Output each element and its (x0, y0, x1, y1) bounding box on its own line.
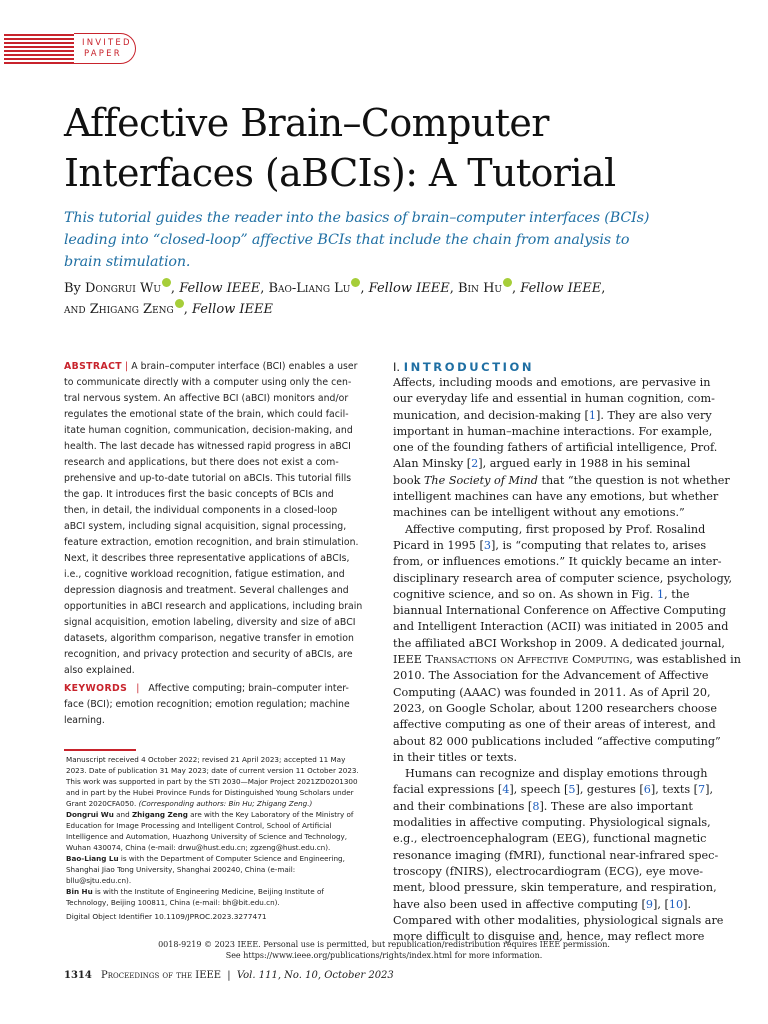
body-line: troscopy (fNIRS), electrocardiogram (ECG), eye move- (393, 864, 704, 878)
footnote-line: This work was supported in part by the STI 2030—Major Project 2021ZD0201300 (66, 777, 358, 786)
copyright-line: See https://www.ieee.org/publications/rights/index.html for more information. (225, 951, 543, 960)
body-line: and Intelligent Interaction (ACII) was initiated in 2005 and (393, 620, 729, 634)
footnote-line: and in part by the Hubei Province Funds for Distinguished Young Scholars under (66, 788, 354, 797)
body-line: more difficult to disguise and, hence, may reflect more (393, 930, 705, 944)
body-text: cognitive science, and so on. As shown in Fig. (393, 587, 657, 601)
abstract-line: itate human cognition, communication, decision-making, and (64, 425, 353, 436)
body-text: Picard in 1995 [ (393, 538, 484, 552)
author-name: Dongrui Wu (66, 810, 114, 819)
keywords-line: Affective computing; brain–computer inter- (148, 683, 349, 694)
teaser-text (64, 207, 704, 273)
page-number: 1314 (64, 970, 92, 981)
citation-link[interactable]: 9 (645, 897, 653, 911)
body-line: biannual International Conference on Affective Computing (393, 604, 726, 618)
copyright-notice (0, 939, 768, 961)
title-line-2: Interfaces (aBCIs): A Tutorial (64, 151, 616, 195)
invited-paper-badge (74, 33, 136, 64)
footnote-line: bllu@sjtu.edu.cn). (66, 876, 132, 885)
author-grade: Fellow IEEE (368, 281, 450, 296)
citation-link[interactable]: 1 (588, 408, 596, 422)
author-name: Zhigang Zeng (131, 810, 188, 819)
orcid-icon[interactable] (351, 278, 360, 287)
citation-link[interactable]: 6 (643, 783, 651, 797)
body-line: e.g., electroencephalogram (EEG), functional magnetic (393, 832, 707, 846)
citation-link[interactable]: 5 (568, 783, 576, 797)
citation-link[interactable]: 7 (697, 783, 706, 797)
badge-line-1: INVITED (82, 38, 132, 48)
journal-name: Proceedings of the IEEE (101, 970, 222, 981)
citation-link[interactable]: 3 (483, 538, 491, 552)
author-grade: Fellow IEEE (192, 302, 274, 317)
body-text: munication, and decision-making [ (393, 408, 589, 422)
footnote-text: is with the Department of Computer Science and Engineering, (118, 854, 345, 863)
author-name: Bin Hu (66, 887, 93, 896)
author-name[interactable]: Zhigang Zeng (89, 302, 174, 317)
section-number: I. (393, 360, 401, 374)
abstract-line: then, in detail, the individual components in a closed-loop (64, 505, 338, 516)
citation-link[interactable]: 8 (532, 799, 540, 813)
body-line: about 82 000 publications included “affective computing” (393, 734, 721, 748)
corresponding-authors: (Corresponding authors: Bin Hu; Zhigang Zeng.) (138, 799, 313, 808)
footnote-line: 2023. Date of publication 31 May 2023; date of current version 11 October 2023. (66, 766, 359, 775)
body-line: Humans can recognize and display emotions through (405, 767, 708, 781)
abstract-line: i.e., cognitive workload recognition, fatigue estimation, and (64, 569, 345, 580)
footnote-line: Manuscript received 4 October 2022; revised 21 April 2023; accepted 11 May (66, 755, 346, 764)
figure-link[interactable]: 1 (656, 587, 665, 601)
body-text: and their combinations [ (393, 799, 533, 813)
abstract-line: aBCI system, including signal acquisition, signal processing, (64, 521, 347, 532)
footnote-text: and (113, 810, 132, 819)
body-line: Computing (AAAC) was founded in 2011. As of April 20, (393, 685, 711, 699)
author-grade: Fellow IEEE (179, 281, 261, 296)
body-line: intelligent machines can have any emotions, but whether (393, 490, 719, 504)
abstract: ABSTRACT | A brain–computer interface (BCI) enables a user to communicate directly with a computer using only the cen- tral nervous system. An affective BCI (aBCI) monitors and/or regulates the emotional state of the brain, which could facil- itate human cognition, communication, decision-making, and health. The last decade has witnessed rapid progress in aBCI research and applications, but there does not exist a com- prehensive and up-to-date tutorial on aBCIs. This tutorial fills the gap. It introduces first the basic concepts of BCIs and then, in detail, the individual components in a closed-loop aBCI system, including signal acquisition, signal processing, feature extraction, emotion recognition, and brain stimulation. Next, it describes three representative applications of aBCIs, i.e., cognitive workload recognition, fatigue estimation, and depression diagnosis and treatment. Several challenges and opportunities in aBCI research and applications, including brain signal acquisition, emotion labeling, diversity and size of aBCI datasets, algorithm comparison, negative transfer in emotion recognition, and privacy protection and security of aBCIs, are also explained. (64, 359, 376, 679)
abstract-line: A brain–computer interface (BCI) enables a user (131, 361, 358, 372)
body-line: Affects, including moods and emotions, are pervasive in (393, 376, 711, 389)
footnote-divider (64, 749, 136, 751)
body-line: in their titles or texts. (393, 750, 518, 764)
body-text: , the (664, 587, 690, 601)
and-label: and (64, 302, 86, 317)
abstract-line: signal acquisition, emotion labeling, diversity and size of aBCI (64, 617, 356, 628)
abstract-line: research and applications, but there does not exist a com- (64, 457, 339, 468)
body-text: IEEE (393, 653, 426, 667)
keywords-line: learning. (64, 715, 105, 726)
by-label: By (64, 281, 81, 296)
page-footer (64, 969, 394, 983)
footnote-text: are with the Key Laboratory of the Ministry of (187, 810, 354, 819)
footnote-line: Wuhan 430074, China (e-mail: drwu@hust.edu.cn; zgzeng@hust.edu.cn). (66, 843, 331, 852)
orcid-icon[interactable] (175, 299, 184, 308)
footnote-line: Education for Image Processing and Intelligent Control, School of Artificial (66, 821, 332, 830)
abstract-line: opportunities in aBCI research and applications, including brain (64, 601, 363, 612)
body-text: ], is “computing that relates to, arises (490, 538, 707, 552)
body-line: Compared with other modalities, physiological signals are (393, 913, 724, 927)
footnotes (66, 754, 378, 908)
copyright-line: 0018-9219 © 2023 IEEE. Personal use is permitted, but republication/redistribution requires IEEE permission. (158, 940, 610, 949)
body-text: book (393, 473, 424, 487)
abstract-line: also explained. (64, 665, 135, 676)
author-name[interactable]: Bao-Liang Lu (268, 281, 351, 296)
body-line: machines can be intelligent without any emotions.” (393, 506, 685, 520)
body-text: ], [ (652, 897, 669, 911)
body-text: ], speech [ (509, 783, 569, 797)
abstract-label: ABSTRACT (64, 361, 123, 372)
orcid-icon[interactable] (162, 278, 171, 287)
body-text: have also been used in affective computing [ (393, 897, 646, 911)
keywords: KEYWORDS | Affective computing; brain–computer inter- face (BCI); emotion recognition; emotion regulation; machine learning. (64, 681, 376, 729)
orcid-icon[interactable] (503, 278, 512, 287)
badge-line-2: PAPER (84, 49, 122, 59)
footer-separator: | (227, 970, 231, 981)
body-text: ]. These are also important (539, 799, 693, 813)
body-text: ]. They are also very (595, 408, 712, 422)
footnote-line: Technology, Beijing 100811, China (e-mail: bh@bit.edu.cn). (66, 898, 280, 907)
abstract-line: Next, it describes three representative applications of aBCIs, (64, 553, 350, 564)
footnote-text: Grant 2020CFA050. (66, 799, 139, 808)
body-line: our everyday life and essential in human cognition, com- (393, 392, 715, 406)
volume-info: Vol. 111, No. 10, October 2023 (236, 970, 394, 981)
body-text: facial expressions [ (393, 783, 503, 797)
body-text: , was established in (629, 653, 741, 667)
book-title: The Society of Mind (423, 473, 538, 487)
teaser-line: leading into “closed-loop” affective BCIs that include the chain from analysis to (64, 232, 630, 248)
abstract-line: tral nervous system. An affective BCI (aBCI) monitors and/or (64, 393, 349, 404)
body-text: ]. (683, 897, 691, 911)
author-list: By Dongrui Wu , Fellow IEEE, Bao-Liang Lu , Fellow IEEE, Bin Hu , Fellow IEEE, and Zhigang Zeng , Fellow IEEE (64, 278, 724, 320)
body-line: important in human–machine interactions. For example, (393, 424, 713, 438)
body-text: ], texts [ (650, 783, 698, 797)
footnote-line: Shanghai Jiao Tong University, Shanghai 200240, China (e-mail: (66, 865, 296, 874)
author-name[interactable]: Dongrui Wu (85, 281, 161, 296)
teaser-line: brain stimulation. (64, 254, 191, 270)
introduction-text (393, 375, 741, 945)
abstract-line: health. The last decade has witnessed rapid progress in aBCI (64, 441, 351, 452)
author-name[interactable]: Bin Hu (457, 281, 502, 296)
body-line: one of the founding fathers of artificial intelligence, Prof. (393, 441, 718, 455)
body-text: that “the question is not whether (537, 473, 730, 487)
body-line: the affiliated aBCI Workshop in 2009. A dedicated journal, (393, 636, 725, 650)
title-line-1: Affective Brain–Computer (64, 101, 549, 145)
body-line: 2023, on Google Scholar, about 1200 researchers choose (393, 701, 717, 715)
doi[interactable]: Digital Object Identifier 10.1109/JPROC.2023.3277471 (66, 912, 267, 921)
abstract-line: prehensive and up-to-date tutorial on aBCIs. This tutorial fills (64, 473, 352, 484)
invited-paper-stripes (4, 34, 80, 66)
author-grade: Fellow IEEE (520, 281, 602, 296)
abstract-line: depression diagnosis and treatment. Several challenges and (64, 585, 349, 596)
abstract-line: regulates the emotional state of the brain, which could facil- (64, 409, 349, 420)
citation-link[interactable]: 2 (471, 457, 479, 471)
body-line: resonance imaging (fMRI), functional near-infrared spec- (393, 848, 719, 862)
journal-name: Transactions on Affective Computing (425, 653, 630, 667)
footnote-line: Intelligence and Automation, Huazhong University of Science and Technology, (66, 832, 348, 841)
body-line: affective computing as one of their areas of interest, and (393, 718, 716, 732)
paper-title (64, 98, 744, 198)
body-line: from, or influences emotions.” It quickly became an inter- (393, 555, 722, 569)
body-line: ment, blood pressure, skin temperature, and respiration, (393, 881, 717, 895)
body-text: ], (705, 783, 714, 797)
body-text: ], argued early in 1988 in his seminal (478, 457, 691, 471)
section-title: INTRODUCTION (403, 360, 535, 374)
body-text: Alan Minsky [ (393, 457, 472, 471)
body-text: ], gestures [ (575, 783, 644, 797)
body-line: disciplinary research area of computer science, psychology, (393, 571, 733, 585)
abstract-line: feature extraction, emotion recognition, and brain stimulation. (64, 537, 359, 548)
body-line: modalities in affective computing. Physiological signals, (393, 816, 711, 830)
author-name: Bao-Liang Lu (66, 854, 119, 863)
abstract-line: recognition, and privacy protection and security of aBCIs, are (64, 649, 353, 660)
body-line: Affective computing, first proposed by Prof. Rosalind (405, 522, 706, 536)
keywords-line: face (BCI); emotion recognition; emotion regulation; machine (64, 699, 350, 710)
body-line: 2010. The Association for the Advancement of Affective (393, 669, 709, 683)
section-heading (393, 360, 534, 375)
footnote-text: is with the Institute of Engineering Medicine, Beijing Institute of (92, 887, 324, 896)
teaser-line: This tutorial guides the reader into the basics of brain–computer interfaces (BCIs) (64, 210, 650, 226)
citation-link[interactable]: 10 (668, 897, 684, 911)
abstract-line: datasets, algorithm comparison, negative transfer in emotion (64, 633, 354, 644)
citation-link[interactable]: 4 (502, 783, 510, 797)
keywords-label: KEYWORDS (64, 683, 128, 694)
abstract-line: to communicate directly with a computer using only the cen- (64, 377, 352, 388)
abstract-line: the gap. It introduces first the basic concepts of BCIs and (64, 489, 334, 500)
